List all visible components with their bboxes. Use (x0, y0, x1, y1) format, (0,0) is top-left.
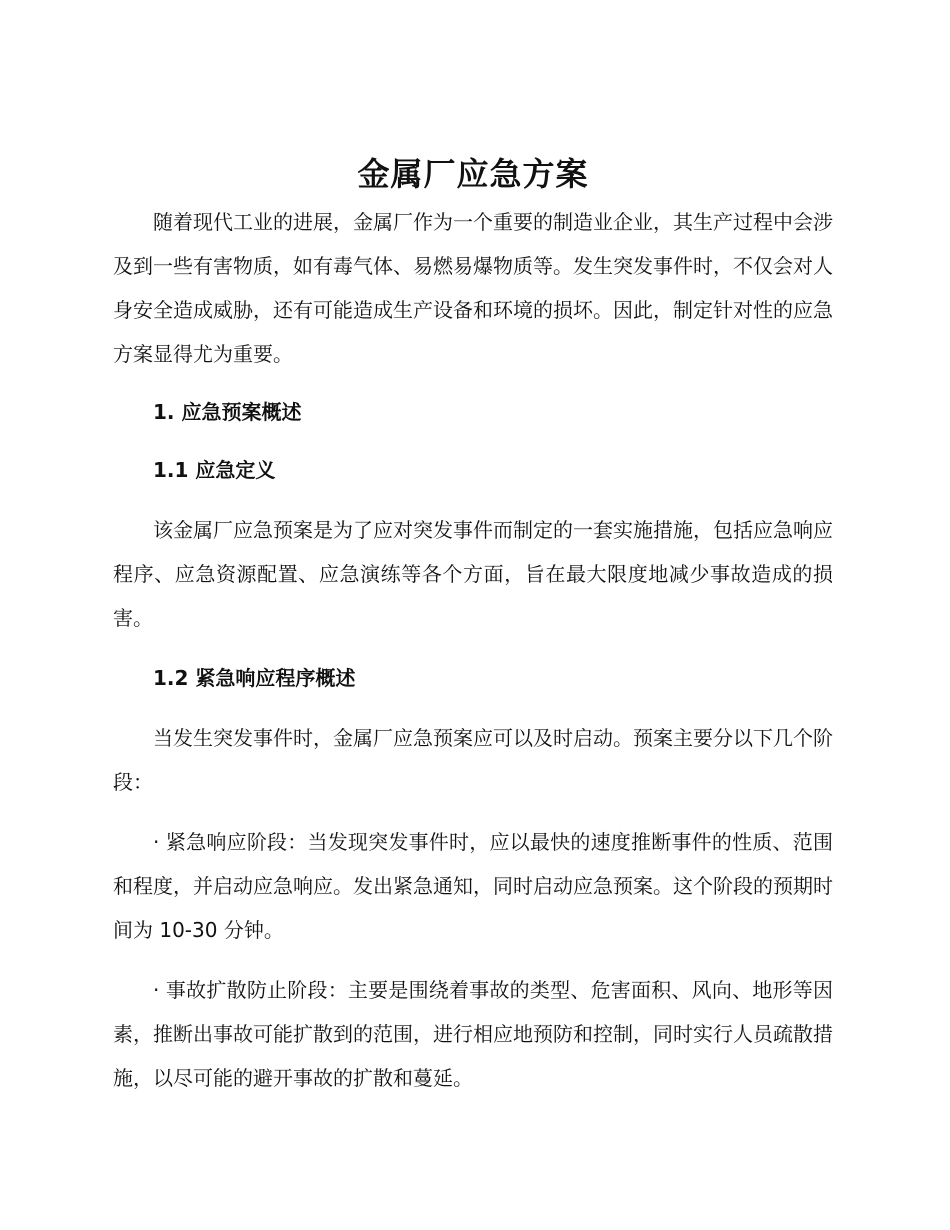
section-1-2-heading: 1.2 紧急响应程序概述 (153, 666, 356, 690)
spacer (113, 700, 833, 716)
section-1-1-paragraph: 该金属厂应急预案是为了应对突发事件而制定的一套实施措施，包括应急响应程序、应急资源配置、应急演练等各个方面，旨在最大限度地减少事故造成的损害。 (113, 518, 833, 630)
section-1-heading: 1. 应急预案概述 (153, 400, 302, 424)
spacer (113, 434, 833, 448)
intro-paragraph: 随着现代工业的进展，金属厂作为一个重要的制造业企业，其生产过程中会涉及到一些有害物质，如有毒气体、易燃易爆物质等。发生突发事件时，不仅会对人身安全造成威胁，还有可能造成生产设备和环境的损坏。因此，制定针对性的应急方案显得尤为重要。 (113, 210, 833, 366)
document-page (113, 148, 833, 1100)
spacer (113, 492, 833, 508)
spacer (113, 640, 833, 656)
section-1-2-paragraph: 当发生突发事件时，金属厂应急预案应可以及时启动。预案主要分以下几个阶段： (113, 726, 833, 794)
spacer (113, 376, 833, 390)
spacer (113, 804, 833, 820)
section-1-1-heading: 1.1 应急定义 (153, 458, 276, 482)
bullet-emergency-response: · 紧急响应阶段：当发现突发事件时，应以最快的速度推断事件的性质、范围和程度，并启动应急响应。发出紧急通知，同时启动应急预案。这个阶段的预期时间为 10-30 分钟。 (113, 830, 833, 942)
bullet-spread-prevention: · 事故扩散防止阶段：主要是围绕着事故的类型、危害面积、风向、地形等因素，推断出事故可能扩散到的范围，进行相应地预防和控制，同时实行人员疏散措施，以尽可能的避开事故的扩散和蔓延。 (113, 978, 833, 1090)
document-title: 金属厂应急方案 (357, 155, 589, 193)
spacer (113, 952, 833, 968)
